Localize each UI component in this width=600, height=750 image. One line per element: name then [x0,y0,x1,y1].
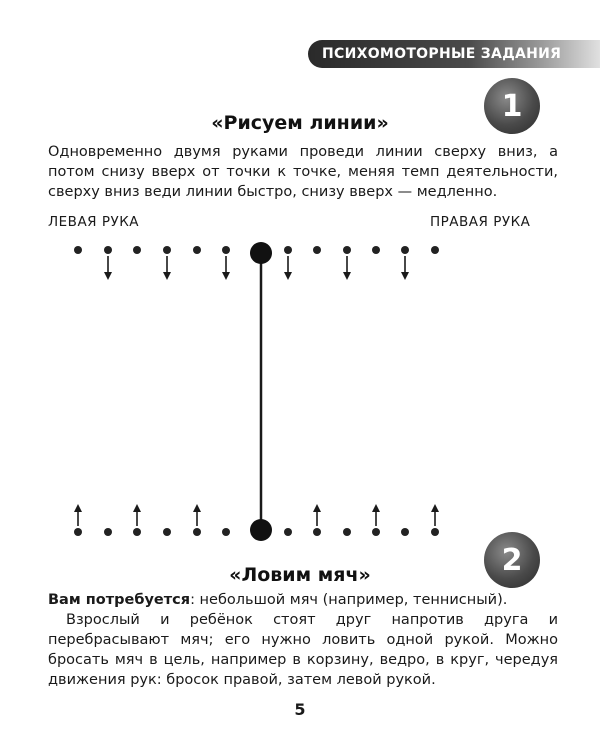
section-label: ПСИХОМОТОРНЫЕ ЗАДАНИЯ [322,46,562,62]
requirement-text: : небольшой мяч (например, теннисный). [190,592,508,608]
left-hand-label: ЛЕВАЯ РУКА [48,214,140,230]
dot [431,246,439,254]
dot [401,528,409,536]
dot [431,528,439,536]
dot [163,246,171,254]
task-number-2: 2 [501,542,523,578]
task-title-1: «Рисуем линии» [211,112,389,134]
dot [284,528,292,536]
dot [313,246,321,254]
dot [222,246,230,254]
right-hand-label: ПРАВАЯ РУКА [430,214,531,230]
center-dot-top [250,242,272,264]
task-number-1: 1 [501,88,523,124]
page-number: 5 [294,700,306,719]
dot [343,246,351,254]
dot [372,246,380,254]
dot [74,246,82,254]
dot [284,246,292,254]
dot [133,528,141,536]
dot [313,528,321,536]
dot [74,528,82,536]
dot [104,246,112,254]
task-description-2: Взрослый и ребёнок стоят друг напротив друга и перебрасывают мяч; его нужно ловить одной рукой. Можно бросать мяч в цель, например в корзину, ведро, в круг, чередуя движения рук: бросок правой, затем левой рукой. [48,612,558,688]
dot [401,246,409,254]
requirement-label: Вам потребуется [48,592,191,608]
task-title-2: «Ловим мяч» [229,564,371,586]
task-description-1: Одновременно двумя руками проведи линии сверху вниз, а потом снизу вверх от точки к точке, меняя темп деятельности, сверху вниз веди линии быстро, снизу вверх — медленно. [48,144,558,200]
dot [343,528,351,536]
center-dot-bottom [250,519,272,541]
dot [222,528,230,536]
dot [163,528,171,536]
dot [104,528,112,536]
task-requirement [48,590,558,610]
dot [193,246,201,254]
dot [133,246,141,254]
dot [372,528,380,536]
dot [193,528,201,536]
